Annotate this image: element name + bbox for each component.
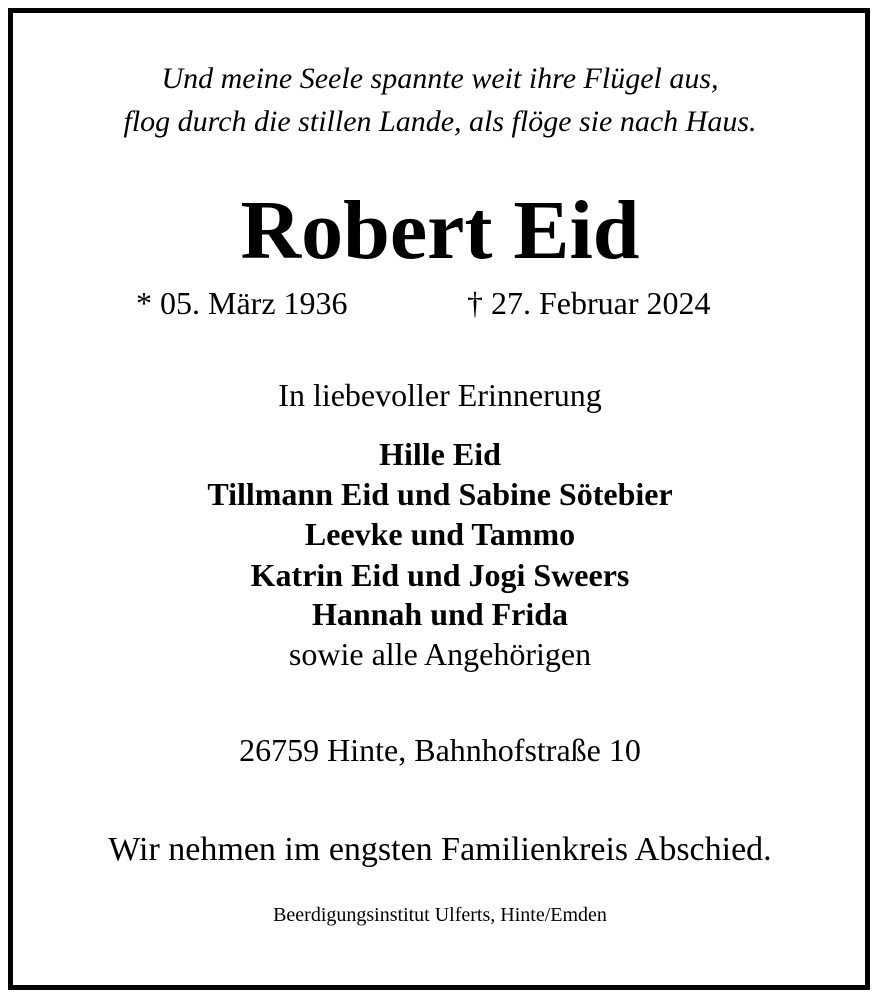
birth-date: * 05. März 1936 bbox=[136, 285, 348, 321]
deceased-name: Robert Eid bbox=[240, 184, 640, 277]
poem-line-2: flog durch die stillen Lande, als flöge sie nach Haus. bbox=[123, 105, 757, 138]
family-member: Tillmann Eid und Sabine Sötebier bbox=[207, 476, 673, 512]
family-member: Hille Eid bbox=[379, 436, 501, 472]
undertaker-text: Beerdigungsinstitut Ulferts, Hinte/Emden bbox=[273, 904, 607, 926]
memory-text: In liebevoller Erinnerung bbox=[278, 377, 602, 413]
death-date: † 27. Februar 2024 bbox=[467, 285, 711, 321]
address-text: 26759 Hinte, Bahnhofstraße 10 bbox=[239, 732, 641, 768]
family-member: Katrin Eid und Jogi Sweers bbox=[250, 557, 630, 593]
relatives-text: sowie alle Angehörigen bbox=[288, 636, 592, 672]
family-member: Hannah und Frida bbox=[311, 596, 569, 632]
farewell-text: Wir nehmen im engsten Familienkreis Abschied. bbox=[108, 831, 772, 868]
poem-line-1: Und meine Seele spannte weit ihre Flügel aus, bbox=[161, 62, 719, 95]
family-member: Leevke und Tammo bbox=[304, 516, 576, 552]
